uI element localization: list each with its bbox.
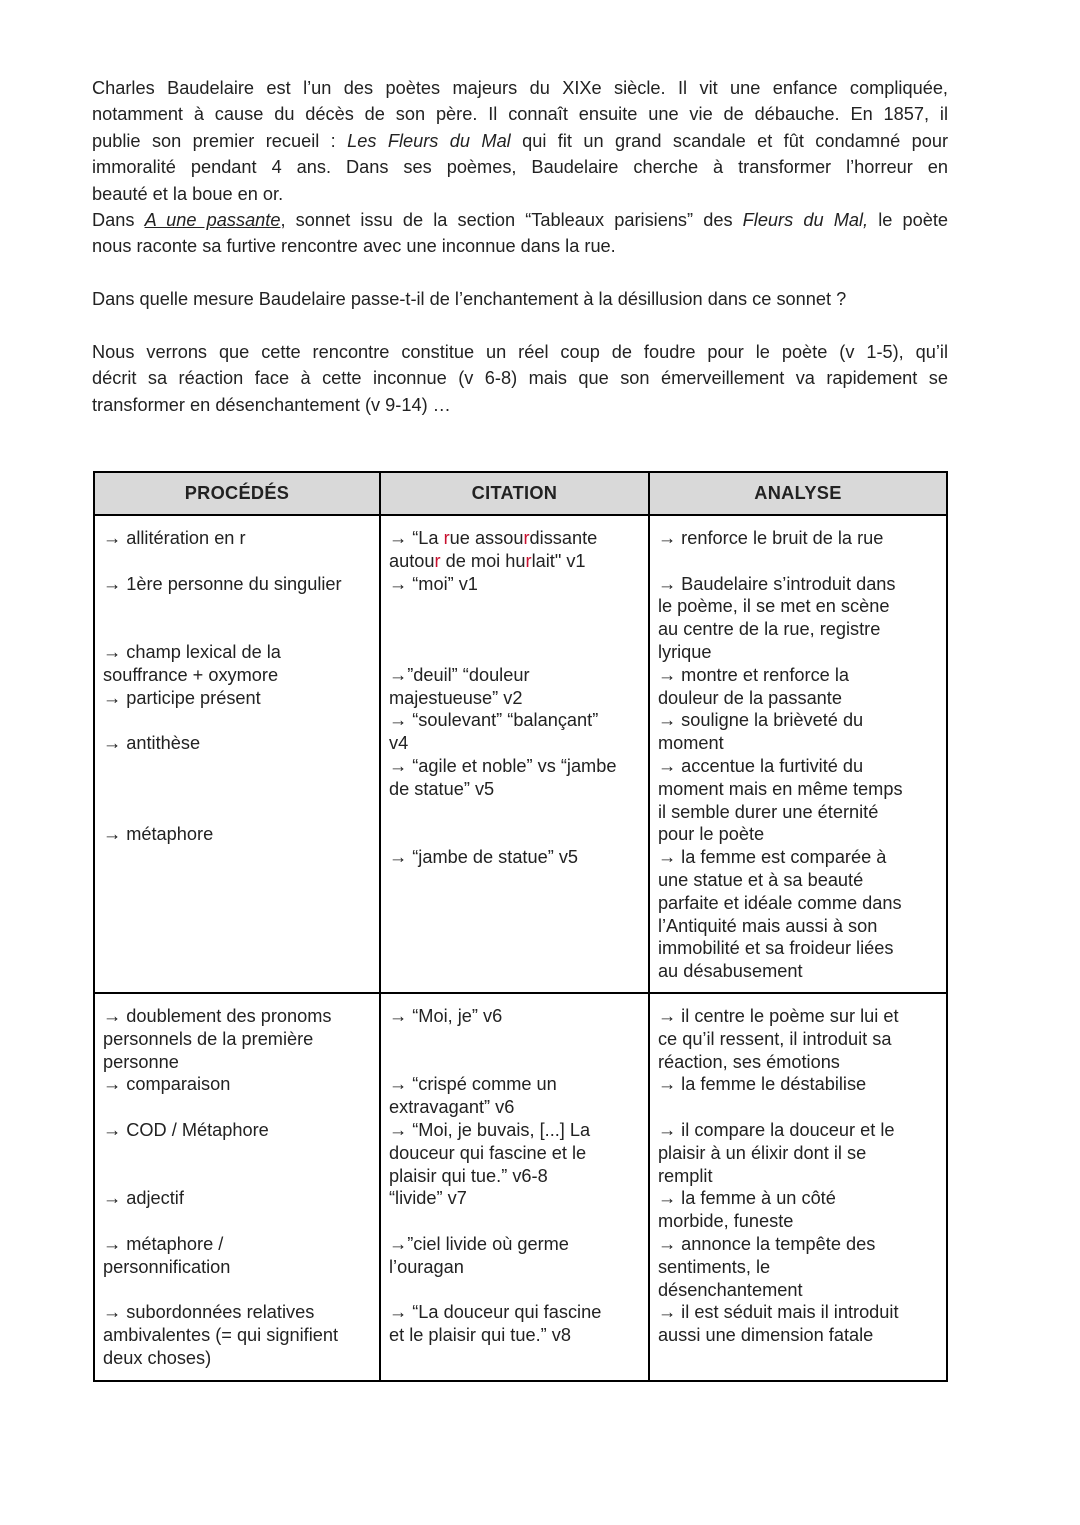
cell-analyse-line: immobilité et sa froideur liées — [657, 938, 894, 959]
book-title: Les Fleurs du Mal — [347, 130, 511, 151]
cell-analyse-line: pour le poète — [657, 824, 765, 845]
cell-citation — [380, 993, 649, 1381]
cell-citation-line — [389, 1028, 640, 1051]
cell-procedes-line: souffrance + oxymore — [103, 664, 279, 685]
cell-procedes — [94, 993, 380, 1381]
cell-procedes-line — [103, 801, 371, 824]
cell-procedes-line — [103, 550, 371, 573]
plan-line-2: décrit sa réaction face à cette inconnue (v 6-8) mais que son émerveillement va rapidement se — [92, 368, 948, 389]
cell-citation-line: v4 — [389, 733, 409, 754]
cell-procedes-line — [103, 755, 371, 778]
cell-procedes-line — [103, 1165, 371, 1188]
cell-analyse-line: morbide, funeste — [657, 1211, 794, 1232]
cell-citation-line: → “La douceur qui fascine — [389, 1302, 602, 1323]
cell-analyse-line: lyrique — [657, 641, 712, 662]
cell-analyse-line: → il est séduit mais il introduit — [657, 1302, 899, 1323]
cell-procedes-line: → doublement des pronoms — [103, 1006, 332, 1026]
cell-analyse-line: désenchantement — [657, 1279, 803, 1300]
cell-procedes-line: → subordonnées relatives — [103, 1302, 315, 1323]
header-procedes: PROCÉDÉS — [94, 472, 380, 515]
cell-analyse-line: → la femme le déstabilise — [657, 1074, 867, 1095]
book-title-short: Fleurs du Mal, — [742, 210, 869, 231]
plan-paragraph — [92, 339, 948, 418]
cell-citation-line: → “Moi, je” v6 — [389, 1006, 503, 1026]
cell-citation-line: de statue” v5 — [389, 778, 495, 799]
cell-citation-line: douceur qui fascine et le — [389, 1142, 587, 1163]
cell-citation-line: → “jambe de statue” v5 — [389, 847, 579, 868]
cell-procedes-line: → comparaison — [103, 1074, 231, 1095]
cell-analyse-line: remplit — [657, 1165, 713, 1186]
cell-citation — [380, 515, 649, 993]
cell-citation-line: plaisir qui tue.” v6-8 — [389, 1165, 548, 1186]
cell-procedes-line — [103, 709, 371, 732]
cell-procedes-line: ambivalentes (= qui signifient — [103, 1325, 339, 1346]
cell-analyse-line: → montre et renforce la — [657, 664, 849, 685]
cell-citation-line: →”deuil” “douleur — [389, 664, 530, 685]
cell-procedes-line — [103, 595, 371, 618]
analysis-table — [93, 471, 948, 1382]
cell-analyse-line: → la femme est comparée à — [657, 847, 887, 868]
cell-citation-line — [389, 823, 640, 846]
plan-line-1: Nous verrons que cette rencontre constitue un réel coup de foudre pour le poète (v 1-5), qu’il — [92, 342, 948, 362]
cell-analyse-line: moment mais en même temps — [657, 778, 903, 799]
cell-procedes-line — [103, 1142, 371, 1165]
cell-citation-line: majestueuse” v2 — [389, 687, 523, 708]
table-header-row — [94, 472, 947, 515]
cell-procedes-line: personnification — [103, 1256, 231, 1277]
cell-procedes-line: deux choses) — [103, 1347, 212, 1368]
cell-citation-line: → “soulevant” “balançant” — [389, 710, 599, 731]
cell-procedes-line: → champ lexical de la — [103, 641, 281, 662]
cell-procedes — [94, 515, 380, 993]
cell-analyse-line: → la femme à un côté — [657, 1188, 836, 1209]
intro-line-6: Dans A une passante, sonnet issu de la section “Tableaux parisiens” des Fleurs du Mal, le poète — [92, 210, 948, 231]
cell-procedes-line: → antithèse — [103, 733, 201, 754]
poem-title: A une passante — [144, 210, 281, 231]
cell-citation-line: l’ouragan — [389, 1256, 464, 1277]
cell-citation-line — [389, 595, 640, 618]
cell-analyse-line: → il compare la douceur et le — [657, 1119, 895, 1140]
cell-analyse-line: → renforce le bruit de la rue — [657, 528, 884, 548]
intro-line-3: publie son premier recueil : Les Fleurs du Mal qui fit un grand scandale et fût condamné pour — [92, 130, 948, 151]
cell-analyse-line: le poème, il se met en scène — [657, 596, 890, 617]
cell-citation-line — [389, 1210, 640, 1233]
cell-analyse-line: douleur de la passante — [657, 687, 842, 708]
cell-analyse-line: au désabusement — [657, 961, 803, 982]
cell-procedes-line — [103, 1210, 371, 1233]
cell-citation-line: → “agile et noble” vs “jambe — [389, 755, 617, 776]
cell-analyse-line: plaisir à un élixir dont il se — [657, 1142, 867, 1163]
cell-citation-line — [389, 641, 640, 664]
cell-analyse-line: ce qu’il ressent, il introduit sa — [657, 1028, 892, 1049]
table-row — [94, 993, 947, 1381]
cell-analyse-line: parfaite et idéale comme dans — [657, 892, 902, 913]
cell-analyse-line: → annonce la tempête des — [657, 1233, 876, 1254]
cell-citation-line: extravagant” v6 — [389, 1097, 515, 1118]
cell-analyse-line: aussi une dimension fatale — [657, 1325, 874, 1346]
cell-procedes-line — [103, 1096, 371, 1119]
cell-citation-line — [389, 1279, 640, 1302]
intro-paragraph — [92, 75, 948, 260]
cell-analyse-line: moment — [657, 733, 724, 754]
intro-line-1: Charles Baudelaire est l’un des poètes majeurs du XIXe siècle. Il vit une enfance compliquée, — [92, 78, 948, 98]
cell-analyse-line: il semble durer une éternité — [657, 801, 879, 822]
cell-procedes-line: → métaphore / — [103, 1233, 224, 1254]
intro-line-7: nous raconte sa furtive rencontre avec une inconnue dans la rue. — [92, 236, 616, 257]
plan-line-3: transformer en désenchantement (v 9-14) … — [92, 394, 451, 415]
problematique: Dans quelle mesure Baudelaire passe-t-il de l’enchantement à la désillusion dans ce sonnet ? — [92, 289, 847, 309]
header-citation: CITATION — [380, 472, 649, 515]
cell-citation-line: → “moi” v1 — [389, 573, 478, 594]
cell-citation-line: → “crispé comme un — [389, 1074, 557, 1095]
cell-procedes-line — [103, 1279, 371, 1302]
cell-procedes-line: → métaphore — [103, 824, 214, 845]
cell-analyse-line: → souligne la brièveté du — [657, 710, 864, 731]
cell-analyse-line: sentiments, le — [657, 1256, 771, 1277]
cell-procedes-line — [103, 778, 371, 801]
header-analyse: ANALYSE — [649, 472, 947, 515]
cell-citation-line: →”ciel livide où germe — [389, 1233, 569, 1254]
cell-analyse — [649, 515, 947, 993]
cell-citation-line: → “La rue assourdissante — [389, 528, 598, 548]
cell-analyse-line — [658, 1096, 938, 1119]
intro-line-2: notamment à cause du décès de son père. Il connaît ensuite une vie de débauche. En 1857, il — [92, 104, 948, 125]
cell-procedes-line: personne — [103, 1051, 179, 1072]
cell-citation-line: “livide” v7 — [389, 1188, 467, 1209]
cell-procedes-line: → 1ère personne du singulier — [103, 573, 342, 594]
cell-procedes-line: personnels de la première — [103, 1028, 314, 1049]
cell-analyse-line: réaction, ses émotions — [657, 1051, 840, 1072]
cell-procedes-line: → participe présent — [103, 687, 261, 708]
cell-analyse-line: une statue et à sa beauté — [657, 869, 864, 890]
cell-procedes-line — [103, 618, 371, 641]
cell-analyse-line: → accentue la furtivité du — [657, 755, 864, 776]
cell-procedes-line: → allitération en r — [103, 528, 246, 548]
cell-citation-line — [389, 618, 640, 641]
cell-analyse — [649, 993, 947, 1381]
cell-citation-line: autour de moi hurlait" v1 — [389, 550, 586, 571]
cell-citation-line: → “Moi, je buvais, [...] La — [389, 1119, 591, 1140]
cell-citation-line: et le plaisir qui tue.” v8 — [389, 1325, 571, 1346]
cell-procedes-line: → adjectif — [103, 1188, 184, 1209]
intro-line-4: immoralité pendant 4 ans. Dans ses poèmes, Baudelaire cherche à transformer l’horreur en — [92, 157, 948, 178]
cell-analyse-line: l’Antiquité mais aussi à son — [657, 915, 878, 936]
cell-analyse-line: → il centre le poème sur lui et — [657, 1006, 899, 1026]
cell-analyse-line — [658, 550, 938, 573]
cell-analyse-line: au centre de la rue, registre — [657, 619, 881, 640]
table-row — [94, 515, 947, 993]
cell-procedes-line: → COD / Métaphore — [103, 1119, 269, 1140]
cell-citation-line — [389, 1051, 640, 1074]
intro-line-5: beauté et la boue en or. — [92, 183, 284, 204]
cell-analyse-line: → Baudelaire s’introduit dans — [657, 573, 896, 594]
cell-citation-line — [389, 801, 640, 824]
